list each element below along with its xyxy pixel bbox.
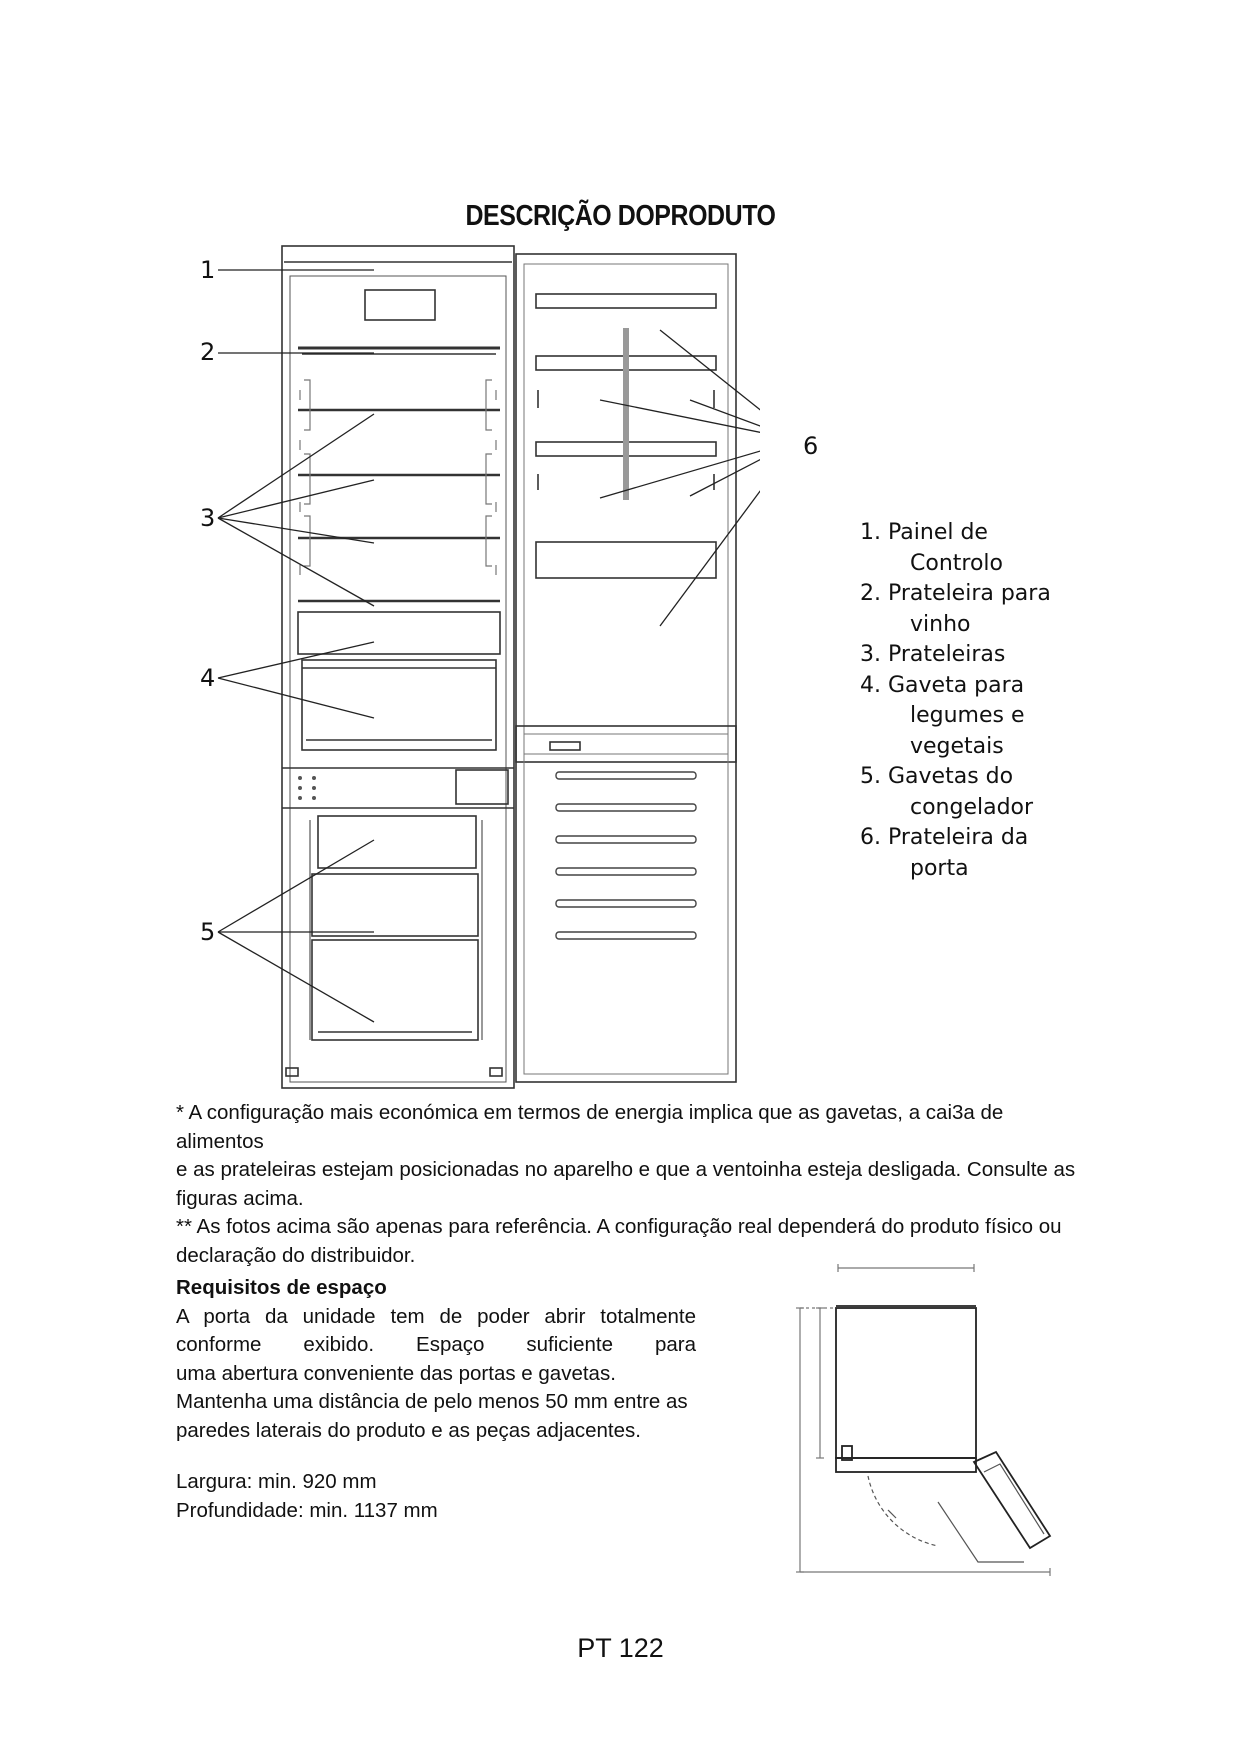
space-line: A porta da unidade tem de poder abrir totalmente (176, 1304, 696, 1328)
space-line: uma abertura conveniente das portas e gavetas. (176, 1361, 616, 1385)
legend-item: 3. Prateleiras (860, 642, 1006, 667)
space-line: conforme exibido. Espaço suficiente para (176, 1333, 696, 1356)
door-opening-diagram (788, 1262, 1078, 1592)
callout-2: 2 (200, 338, 216, 366)
page-title: DESCRIÇÃO DOPRODUTO (465, 200, 776, 232)
space-requirements (176, 1274, 696, 1445)
note-line: e as prateleiras estejam posicionadas no aparelho e que a ventoinha esteja desligada. Consulte as (176, 1158, 1076, 1181)
width-requirement: Largura: min. 920 mm (176, 1470, 377, 1493)
note-line: declaração do distribuidor. (176, 1243, 416, 1267)
legend-item: 5. Gavetas do congelador (860, 764, 1034, 820)
depth-requirement: Profundidade: min. 1137 mm (176, 1498, 438, 1522)
legend-item: 4. Gaveta para legumes e vegetais (860, 672, 1025, 759)
callout-1: 1 (200, 256, 216, 284)
legend-item: 6. Prateleira da porta (860, 825, 1029, 881)
callout-6: 6 (803, 432, 819, 460)
note-line: figuras acima. (176, 1186, 304, 1210)
space-heading: Requisitos de espaço (176, 1276, 387, 1299)
legend-item: 1. Painel de Controlo (860, 520, 1003, 576)
space-line: paredes laterais do produto e as peças adjacentes. (176, 1418, 641, 1442)
note-line: ** As fotos acima são apenas para referência. A configuração real dependerá do produto físico ou (176, 1215, 1062, 1238)
callout-5: 5 (200, 918, 216, 946)
dimensions (176, 1468, 438, 1525)
parts-legend (860, 518, 1051, 884)
legend-item: 2. Prateleira para vinho (860, 581, 1051, 637)
callout-3: 3 (200, 504, 216, 532)
notes-block (176, 1099, 1096, 1270)
fridge-diagram (180, 240, 760, 1100)
space-line: Mantenha uma distância de pelo menos 50 mm entre as (176, 1390, 688, 1413)
note-line: * A configuração mais económica em termos de energia implica que as gavetas, a cai3a de alimentos (176, 1101, 1004, 1153)
page-number: PT 122 (577, 1633, 664, 1663)
callout-4: 4 (200, 664, 216, 692)
